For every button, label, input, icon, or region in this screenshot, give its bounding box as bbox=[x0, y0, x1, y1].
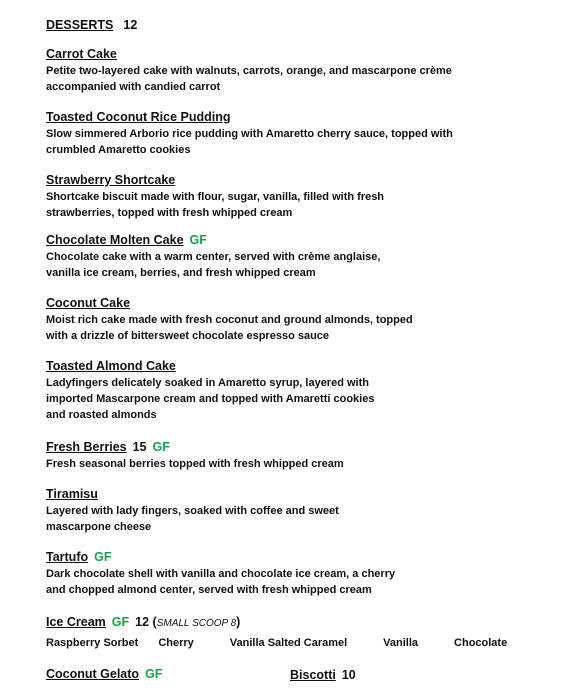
menu-item-strawberry-shortcake bbox=[46, 172, 566, 221]
menu-item-fresh-berries bbox=[46, 439, 566, 472]
gluten-free-badge: GF bbox=[111, 615, 130, 629]
item-description: Petite two-layered cake with walnuts, carrots, orange, and mascarpone crème accompanied with candied carrot bbox=[46, 65, 452, 93]
menu-item-tartufo bbox=[46, 549, 566, 598]
item-description: Dark chocolate shell with vanilla and chocolate ice cream, a cherry and chopped almond center, served with fresh whipped cream bbox=[46, 568, 396, 596]
flavor-item: Vanilla bbox=[383, 637, 419, 649]
item-name: Carrot Cake bbox=[46, 47, 117, 61]
item-price: 12 bbox=[135, 615, 150, 629]
item-description: Slow simmered Arborio rice pudding with Amaretto cherry sauce, topped with crumbled Amaretto cookies bbox=[46, 128, 453, 156]
note-close-paren: ) bbox=[236, 615, 241, 629]
item-name: Toasted Almond Cake bbox=[46, 359, 176, 373]
menu-item-chocolate-molten-cake bbox=[46, 232, 566, 281]
item-description: Fresh seasonal berries topped with fresh whipped cream bbox=[46, 458, 344, 470]
flavor-item: Chocolate bbox=[454, 637, 508, 649]
item-name: Tiramisu bbox=[46, 487, 98, 501]
item-name: Chocolate Molten Cake bbox=[46, 233, 184, 247]
menu-item-toasted-almond-cake bbox=[46, 358, 566, 423]
gluten-free-badge: GF bbox=[189, 233, 207, 247]
menu-item-coconut-cake bbox=[46, 295, 566, 344]
item-name: Toasted Coconut Rice Pudding bbox=[46, 110, 231, 124]
ice-cream-flavors bbox=[46, 635, 566, 651]
small-scoop-note: SMALL SCOOP 8 bbox=[156, 618, 237, 629]
item-name: Coconut Cake bbox=[46, 296, 131, 310]
menu-item-rice-pudding bbox=[46, 109, 566, 158]
gluten-free-badge: GF bbox=[152, 440, 170, 454]
item-name: Ice Cream bbox=[46, 615, 106, 629]
menu-item-carrot-cake bbox=[46, 46, 566, 95]
menu-header bbox=[46, 18, 137, 32]
item-name: Biscotti bbox=[290, 668, 336, 682]
flavor-item: Cherry bbox=[158, 637, 194, 649]
menu-item-ice-cream bbox=[46, 614, 566, 651]
item-name: Strawberry Shortcake bbox=[46, 173, 176, 187]
item-description: Shortcake biscuit made with flour, sugar, vanilla, filled with fresh strawberries, topped with fresh whipped cream bbox=[46, 191, 385, 219]
item-name: Coconut Gelato bbox=[46, 667, 140, 681]
note-open-paren: ( bbox=[152, 615, 157, 629]
gluten-free-badge: GF bbox=[145, 667, 163, 681]
item-price: 15 bbox=[132, 440, 147, 454]
item-description: Chocolate cake with a warm center, served with crème anglaise, vanilla ice cream, berries, and fresh whipped cream bbox=[46, 251, 381, 279]
item-name: Fresh Berries bbox=[46, 440, 127, 454]
item-description: Layered with lady fingers, soaked with coffee and sweet mascarpone cheese bbox=[46, 505, 339, 533]
item-description: Ladyfingers delicately soaked in Amaretto syrup, layered with imported Mascarpone cream and topped with Amaretti cookies and roasted almonds bbox=[46, 377, 375, 421]
item-name: Tartufo bbox=[46, 550, 89, 564]
section-price: 12 bbox=[123, 18, 138, 32]
flavor-item: Vanilla Salted Caramel bbox=[229, 637, 348, 649]
menu-item-biscotti bbox=[290, 668, 356, 682]
section-title: DESSERTS bbox=[46, 18, 114, 32]
flavor-item: Raspberry Sorbet bbox=[46, 637, 139, 649]
item-price: 10 bbox=[341, 668, 356, 682]
menu-item-tiramisu bbox=[46, 486, 566, 535]
item-description: Moist rich cake made with fresh coconut and ground almonds, topped with a drizzle of bittersweet chocolate espresso sauce bbox=[46, 314, 413, 342]
gluten-free-badge: GF bbox=[94, 550, 112, 564]
